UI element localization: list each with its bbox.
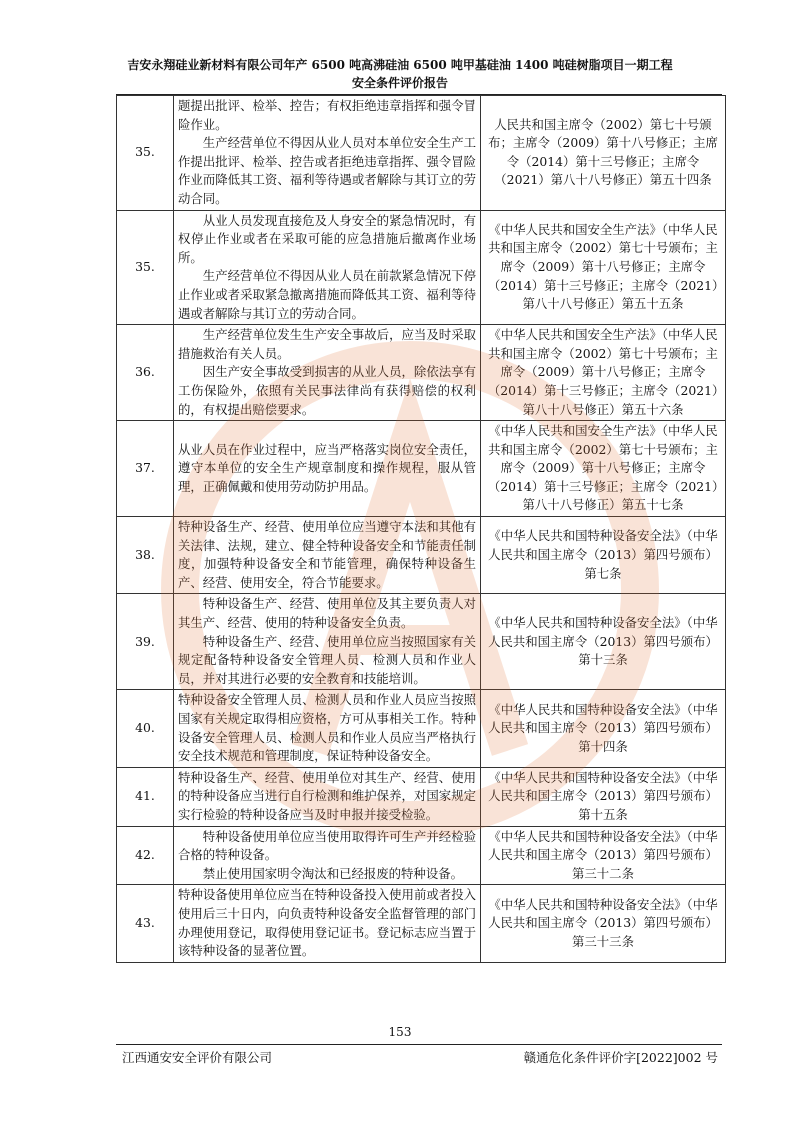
table-row (117, 96, 726, 211)
legal-basis-cell: 《中华人民共和国特种设备安全法》（中华人民共和国主席令（2013）第四号颁布）第十四条 (481, 690, 726, 767)
requirement-cell (174, 767, 481, 826)
requirement-cell (174, 826, 481, 885)
requirement-paragraph: 生产经营单位不得因从业人员在前款紧急情况下停止作业或者采取紧急撤离措施而降低其工资、福利等待遇或者解除与其订立的劳动合同。 (178, 268, 476, 321)
table-row (117, 826, 726, 885)
row-number: 38. (117, 517, 174, 594)
table-row (117, 325, 726, 421)
requirement-cell (174, 210, 481, 325)
table-row (117, 885, 726, 962)
requirement-paragraph: 特种设备使用单位应当使用取得许可生产并经检验合格的特种设备。 (178, 828, 476, 863)
page-number: 153 (388, 1025, 412, 1039)
requirement-paragraph: 特种设备生产、经营、使用单位对其生产、经营、使用的特种设备应当进行自行检测和维护保养，对国家规定实行检验的特种设备应当及时申报并接受检验。 (178, 769, 476, 822)
requirement-paragraph: 特种设备使用单位应当在特种设备投入使用前或者投入使用后三十日内，向负责特种设备安全监督管理的部门办理使用登记，取得使用登记证书。登记标志应当置于该特种设备的显著位置。 (178, 887, 476, 959)
legal-basis-cell: 人民共和国主席令（2002）第七十号颁布；主席令（2009）第十八号修正；主席令（2014）第十三号修正；主席令（2021）第八十八号修正）第五十四条 (481, 96, 726, 211)
requirement-paragraph: 生产经营单位不得因从业人员对本单位安全生产工作提出批评、检举、控告或者拒绝违章指挥、强令冒险作业而降低其工资、福利等待遇或者解除与其订立的劳动合同。 (178, 135, 476, 206)
row-number: 42. (117, 826, 174, 885)
table-row (117, 690, 726, 767)
row-number: 37. (117, 421, 174, 517)
requirement-cell (174, 325, 481, 421)
requirement-cell (174, 96, 481, 211)
row-number: 43. (117, 885, 174, 962)
table-row (117, 767, 726, 826)
requirement-paragraph: 特种设备生产、经营、使用单位应当按照国家有关规定配备特种设备安全管理人员、检测人员和作业人员，并对其进行必要的安全教育和技能培训。 (178, 633, 476, 686)
table-row (117, 594, 726, 690)
requirement-cell (174, 690, 481, 767)
row-number: 35. (117, 210, 174, 325)
regulation-table (116, 95, 726, 963)
requirement-paragraph: 从业人员在作业过程中，应当严格落实岗位安全责任，遵守本单位的安全生产规章制度和操作规程，服从管理，正确佩戴和使用劳动防护用品。 (178, 441, 476, 494)
requirement-paragraph: 生产经营单位发生生产安全事故后，应当及时采取措施救治有关人员。 (178, 327, 476, 361)
requirement-cell (174, 885, 481, 962)
requirement-paragraph: 特种设备安全管理人员、检测人员和作业人员应当按照国家有关规定取得相应资格，方可从事相关工作。特种设备安全管理人员、检测人员和作业人员应当严格执行安全技术规范和管理制度，保证特种设备安全。 (178, 692, 476, 764)
requirement-paragraph: 特种设备生产、经营、使用单位应当遵守本法和其他有关法律、法规，建立、健全特种设备安全和节能责任制度，加强特种设备安全和节能管理，确保特种设备生产、经营、使用安全，符合节能要求。 (178, 519, 476, 590)
requirement-cell (174, 594, 481, 690)
footer-divider (116, 1044, 722, 1045)
legal-basis-cell: 《中华人民共和国特种设备安全法》（中华人民共和国主席令（2013）第四号颁布）第三十二条 (481, 826, 726, 885)
legal-basis-cell: 《中华人民共和国特种设备安全法》（中华人民共和国主席令（2013）第四号颁布）第十三条 (481, 594, 726, 690)
row-number: 36. (117, 325, 174, 421)
row-number: 39. (117, 594, 174, 690)
requirement-paragraph: 因生产安全事故受到损害的从业人员，除依法享有工伤保险外，依照有关民事法律尚有获得赔偿的权利的，有权提出赔偿要求。 (178, 364, 476, 417)
row-number: 41. (117, 767, 174, 826)
requirement-paragraph: 从业人员发现直接危及人身安全的紧急情况时，有权停止作业或者在采取可能的应急措施后撤离作业场所。 (178, 212, 476, 265)
footer-document-number: 赣通危化条件评价字[2022]002 号 (523, 1050, 718, 1065)
header-project-title: 吉安永翔硅业新材料有限公司年产 6500 吨高沸硅油 6500 吨甲基硅油 1400 吨硅树脂项目一期工程 (127, 58, 673, 72)
legal-basis-cell: 《中华人民共和国特种设备安全法》（中华人民共和国主席令（2013）第四号颁布）第三十三条 (481, 885, 726, 962)
footer-company: 江西通安安全评价有限公司 (122, 1050, 273, 1065)
table-row (117, 517, 726, 594)
header-report-title: 安全条件评价报告 (351, 76, 448, 90)
table-row (117, 421, 726, 517)
report-header (0, 56, 800, 92)
requirement-paragraph: 禁止使用国家明令淘汰和已经报废的特种设备。 (202, 865, 463, 881)
legal-basis-cell: 《中华人民共和国特种设备安全法》（中华人民共和国主席令（2013）第四号颁布）第十五条 (481, 767, 726, 826)
table-row (117, 210, 726, 325)
legal-basis-cell: 《中华人民共和国特种设备安全法》（中华人民共和国主席令（2013）第四号颁布）第七条 (481, 517, 726, 594)
requirement-paragraph: 特种设备生产、经营、使用单位及其主要负责人对其生产、经营、使用的特种设备安全负责。 (178, 596, 476, 631)
requirement-paragraph: 题提出批评、检举、控告；有权拒绝违章指挥和强令冒险作业。 (178, 98, 476, 132)
legal-basis-cell: 《中华人民共和国安全生产法》（中华人民共和国主席令（2002）第七十号颁布；主席令（2009）第十八号修正；主席令（2014）第十三号修正；主席令（2021）第八十八号修正）第五十五条 (481, 210, 726, 325)
requirement-cell (174, 517, 481, 594)
row-number: 40. (117, 690, 174, 767)
row-number: 35. (117, 96, 174, 211)
legal-basis-cell: 《中华人民共和国安全生产法》（中华人民共和国主席令（2002）第七十号颁布；主席令（2009）第十八号修正；主席令（2014）第十三号修正；主席令（2021）第八十八号修正）第五十六条 (481, 325, 726, 421)
requirement-cell (174, 421, 481, 517)
legal-basis-cell: 《中华人民共和国安全生产法》（中华人民共和国主席令（2002）第七十号颁布；主席令（2009）第十八号修正；主席令（2014）第十三号修正；主席令（2021）第八十八号修正）第五十七条 (481, 421, 726, 517)
